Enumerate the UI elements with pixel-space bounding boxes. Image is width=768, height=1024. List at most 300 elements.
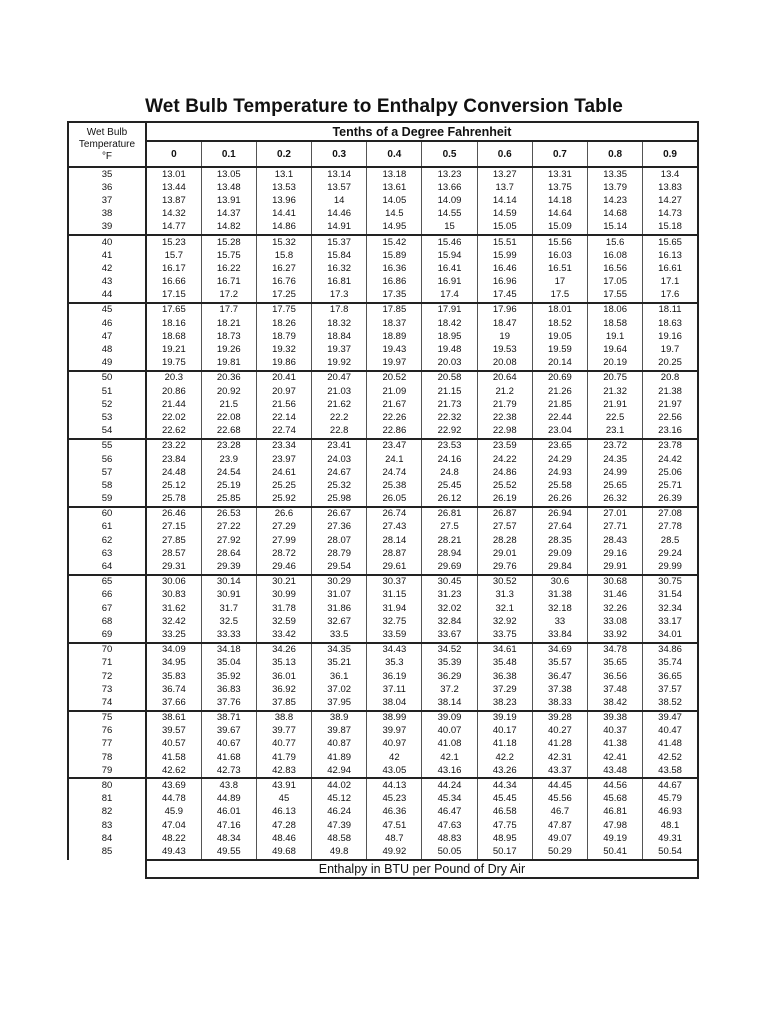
enthalpy-cell: 22.74 bbox=[256, 425, 311, 439]
enthalpy-cell: 21.56 bbox=[256, 398, 311, 411]
enthalpy-cell: 18.37 bbox=[367, 317, 422, 330]
row-group bbox=[68, 303, 698, 371]
wet-bulb-cell: 47 bbox=[68, 330, 146, 343]
enthalpy-cell: 39.47 bbox=[643, 711, 698, 725]
enthalpy-cell: 18.32 bbox=[312, 317, 367, 330]
enthalpy-cell: 45 bbox=[256, 793, 311, 806]
enthalpy-cell: 15.28 bbox=[201, 235, 256, 249]
enthalpy-cell: 27.01 bbox=[588, 507, 643, 521]
table-row bbox=[68, 778, 698, 792]
enthalpy-cell: 35.74 bbox=[643, 657, 698, 670]
enthalpy-cell: 47.98 bbox=[588, 819, 643, 832]
enthalpy-cell: 32.84 bbox=[422, 615, 477, 628]
enthalpy-cell: 26.87 bbox=[477, 507, 532, 521]
enthalpy-cell: 47.16 bbox=[201, 819, 256, 832]
enthalpy-cell: 24.16 bbox=[422, 453, 477, 466]
enthalpy-cell: 33.59 bbox=[367, 628, 422, 642]
enthalpy-cell: 24.48 bbox=[146, 466, 201, 479]
table-row bbox=[68, 725, 698, 738]
enthalpy-cell: 25.32 bbox=[312, 479, 367, 492]
enthalpy-cell: 13.23 bbox=[422, 167, 477, 181]
enthalpy-cell: 22.62 bbox=[146, 425, 201, 439]
enthalpy-cell: 14.73 bbox=[643, 208, 698, 221]
enthalpy-cell: 18.95 bbox=[422, 330, 477, 343]
enthalpy-cell: 27.85 bbox=[146, 534, 201, 547]
enthalpy-cell: 17.1 bbox=[643, 276, 698, 289]
table-row bbox=[68, 602, 698, 615]
enthalpy-cell: 39.28 bbox=[532, 711, 587, 725]
enthalpy-cell: 13.44 bbox=[146, 181, 201, 194]
enthalpy-cell: 41.08 bbox=[422, 738, 477, 751]
table-row bbox=[68, 357, 698, 371]
enthalpy-cell: 37.48 bbox=[588, 683, 643, 696]
table-row bbox=[68, 793, 698, 806]
enthalpy-cell: 20.69 bbox=[532, 371, 587, 385]
enthalpy-cell: 44.89 bbox=[201, 793, 256, 806]
enthalpy-cell: 27.57 bbox=[477, 521, 532, 534]
row-group bbox=[68, 711, 698, 779]
row-group bbox=[68, 507, 698, 575]
enthalpy-cell: 21.5 bbox=[201, 398, 256, 411]
enthalpy-cell: 33.84 bbox=[532, 628, 587, 642]
enthalpy-cell: 24.8 bbox=[422, 466, 477, 479]
enthalpy-cell: 50.41 bbox=[588, 845, 643, 859]
enthalpy-cell: 25.71 bbox=[643, 479, 698, 492]
enthalpy-cell: 16.08 bbox=[588, 249, 643, 262]
enthalpy-cell: 41.58 bbox=[146, 751, 201, 764]
enthalpy-cell: 24.22 bbox=[477, 453, 532, 466]
wet-bulb-cell: 84 bbox=[68, 832, 146, 845]
enthalpy-cell: 22.14 bbox=[256, 411, 311, 424]
enthalpy-cell: 30.45 bbox=[422, 575, 477, 589]
enthalpy-cell: 13.48 bbox=[201, 181, 256, 194]
column-header-row bbox=[68, 141, 698, 167]
enthalpy-cell: 14.14 bbox=[477, 194, 532, 207]
enthalpy-cell: 19 bbox=[477, 330, 532, 343]
wet-bulb-cell: 82 bbox=[68, 806, 146, 819]
enthalpy-cell: 31.38 bbox=[532, 589, 587, 602]
enthalpy-cell: 32.1 bbox=[477, 602, 532, 615]
enthalpy-cell: 19.26 bbox=[201, 343, 256, 356]
enthalpy-cell: 16.22 bbox=[201, 262, 256, 275]
enthalpy-cell: 36.83 bbox=[201, 683, 256, 696]
enthalpy-cell: 23.9 bbox=[201, 453, 256, 466]
enthalpy-cell: 23.28 bbox=[201, 439, 256, 453]
enthalpy-cell: 15.51 bbox=[477, 235, 532, 249]
table-row bbox=[68, 249, 698, 262]
table-row bbox=[68, 643, 698, 657]
enthalpy-cell: 20.8 bbox=[643, 371, 698, 385]
enthalpy-cell: 25.12 bbox=[146, 479, 201, 492]
table-row bbox=[68, 439, 698, 453]
enthalpy-cell: 13.01 bbox=[146, 167, 201, 181]
enthalpy-cell: 17.65 bbox=[146, 303, 201, 317]
column-header: 0 bbox=[146, 141, 201, 167]
enthalpy-cell: 23.72 bbox=[588, 439, 643, 453]
enthalpy-cell: 48.58 bbox=[312, 832, 367, 845]
enthalpy-cell: 30.37 bbox=[367, 575, 422, 589]
enthalpy-cell: 19.97 bbox=[367, 357, 422, 371]
enthalpy-cell: 14.05 bbox=[367, 194, 422, 207]
table-row bbox=[68, 751, 698, 764]
enthalpy-cell: 19.37 bbox=[312, 343, 367, 356]
enthalpy-cell: 21.91 bbox=[588, 398, 643, 411]
enthalpy-cell: 47.51 bbox=[367, 819, 422, 832]
wet-bulb-cell: 63 bbox=[68, 547, 146, 560]
enthalpy-cell: 32.5 bbox=[201, 615, 256, 628]
wet-bulb-cell: 49 bbox=[68, 357, 146, 371]
enthalpy-cell: 28.57 bbox=[146, 547, 201, 560]
wet-bulb-cell: 61 bbox=[68, 521, 146, 534]
enthalpy-cell: 14 bbox=[312, 194, 367, 207]
enthalpy-cell: 37.2 bbox=[422, 683, 477, 696]
enthalpy-cell: 29.39 bbox=[201, 560, 256, 574]
enthalpy-cell: 34.69 bbox=[532, 643, 587, 657]
table-row bbox=[68, 670, 698, 683]
enthalpy-cell: 36.56 bbox=[588, 670, 643, 683]
enthalpy-cell: 16.41 bbox=[422, 262, 477, 275]
enthalpy-cell: 35.21 bbox=[312, 657, 367, 670]
enthalpy-cell: 38.61 bbox=[146, 711, 201, 725]
table-row bbox=[68, 262, 698, 275]
enthalpy-cell: 21.73 bbox=[422, 398, 477, 411]
enthalpy-cell: 22.26 bbox=[367, 411, 422, 424]
enthalpy-cell: 25.06 bbox=[643, 466, 698, 479]
enthalpy-cell: 14.46 bbox=[312, 208, 367, 221]
enthalpy-cell: 30.6 bbox=[532, 575, 587, 589]
enthalpy-cell: 20.3 bbox=[146, 371, 201, 385]
table-row bbox=[68, 696, 698, 710]
enthalpy-cell: 20.19 bbox=[588, 357, 643, 371]
enthalpy-cell: 22.98 bbox=[477, 425, 532, 439]
wet-bulb-cell: 56 bbox=[68, 453, 146, 466]
wet-bulb-cell: 74 bbox=[68, 696, 146, 710]
enthalpy-cell: 26.39 bbox=[643, 493, 698, 507]
column-header: 0.6 bbox=[477, 141, 532, 167]
enthalpy-cell: 46.7 bbox=[532, 806, 587, 819]
enthalpy-cell: 50.29 bbox=[532, 845, 587, 859]
enthalpy-cell: 25.58 bbox=[532, 479, 587, 492]
enthalpy-cell: 24.99 bbox=[588, 466, 643, 479]
enthalpy-cell: 38.52 bbox=[643, 696, 698, 710]
enthalpy-cell: 46.58 bbox=[477, 806, 532, 819]
enthalpy-cell: 42.62 bbox=[146, 764, 201, 778]
wet-bulb-cell: 52 bbox=[68, 398, 146, 411]
enthalpy-cell: 27.78 bbox=[643, 521, 698, 534]
wet-bulb-cell: 70 bbox=[68, 643, 146, 657]
enthalpy-cell: 36.01 bbox=[256, 670, 311, 683]
enthalpy-cell: 26.74 bbox=[367, 507, 422, 521]
enthalpy-cell: 33 bbox=[532, 615, 587, 628]
enthalpy-cell: 16.86 bbox=[367, 276, 422, 289]
enthalpy-cell: 29.01 bbox=[477, 547, 532, 560]
enthalpy-cell: 36.29 bbox=[422, 670, 477, 683]
enthalpy-cell: 25.52 bbox=[477, 479, 532, 492]
column-header: 0.5 bbox=[422, 141, 477, 167]
enthalpy-cell: 38.42 bbox=[588, 696, 643, 710]
enthalpy-cell: 19.75 bbox=[146, 357, 201, 371]
row-group bbox=[68, 235, 698, 303]
enthalpy-cell: 47.04 bbox=[146, 819, 201, 832]
table-row bbox=[68, 317, 698, 330]
table-row bbox=[68, 276, 698, 289]
table-row bbox=[68, 167, 698, 181]
enthalpy-cell: 27.43 bbox=[367, 521, 422, 534]
enthalpy-cell: 43.16 bbox=[422, 764, 477, 778]
enthalpy-cell: 38.71 bbox=[201, 711, 256, 725]
table-row bbox=[68, 194, 698, 207]
enthalpy-cell: 17.3 bbox=[312, 289, 367, 303]
enthalpy-cell: 28.35 bbox=[532, 534, 587, 547]
table-row bbox=[68, 371, 698, 385]
enthalpy-cell: 37.38 bbox=[532, 683, 587, 696]
enthalpy-cell: 13.31 bbox=[532, 167, 587, 181]
wet-bulb-cell: 57 bbox=[68, 466, 146, 479]
enthalpy-cell: 42.1 bbox=[422, 751, 477, 764]
enthalpy-cell: 22.44 bbox=[532, 411, 587, 424]
enthalpy-cell: 30.99 bbox=[256, 589, 311, 602]
enthalpy-cell: 16.91 bbox=[422, 276, 477, 289]
enthalpy-cell: 31.62 bbox=[146, 602, 201, 615]
enthalpy-cell: 15.65 bbox=[643, 235, 698, 249]
enthalpy-cell: 17.55 bbox=[588, 289, 643, 303]
enthalpy-cell: 31.86 bbox=[312, 602, 367, 615]
enthalpy-cell: 25.98 bbox=[312, 493, 367, 507]
enthalpy-cell: 23.41 bbox=[312, 439, 367, 453]
enthalpy-cell: 26.94 bbox=[532, 507, 587, 521]
enthalpy-cell: 20.36 bbox=[201, 371, 256, 385]
enthalpy-cell: 17.35 bbox=[367, 289, 422, 303]
row-group bbox=[68, 778, 698, 859]
enthalpy-cell: 41.68 bbox=[201, 751, 256, 764]
table-row bbox=[68, 521, 698, 534]
enthalpy-cell: 14.27 bbox=[643, 194, 698, 207]
enthalpy-cell: 30.06 bbox=[146, 575, 201, 589]
enthalpy-cell: 42.83 bbox=[256, 764, 311, 778]
enthalpy-cell: 14.32 bbox=[146, 208, 201, 221]
enthalpy-cell: 13.1 bbox=[256, 167, 311, 181]
table-row bbox=[68, 221, 698, 235]
enthalpy-cell: 49.07 bbox=[532, 832, 587, 845]
enthalpy-cell: 22.38 bbox=[477, 411, 532, 424]
enthalpy-cell: 20.25 bbox=[643, 357, 698, 371]
enthalpy-cell: 45.79 bbox=[643, 793, 698, 806]
table-row bbox=[68, 845, 698, 859]
enthalpy-cell: 48.1 bbox=[643, 819, 698, 832]
table-row bbox=[68, 330, 698, 343]
enthalpy-cell: 19.05 bbox=[532, 330, 587, 343]
enthalpy-cell: 19.21 bbox=[146, 343, 201, 356]
enthalpy-cell: 39.87 bbox=[312, 725, 367, 738]
enthalpy-cell: 36.19 bbox=[367, 670, 422, 683]
enthalpy-cell: 18.06 bbox=[588, 303, 643, 317]
enthalpy-cell: 32.02 bbox=[422, 602, 477, 615]
enthalpy-cell: 14.37 bbox=[201, 208, 256, 221]
wet-bulb-cell: 60 bbox=[68, 507, 146, 521]
enthalpy-cell: 49.8 bbox=[312, 845, 367, 859]
enthalpy-cell: 13.53 bbox=[256, 181, 311, 194]
enthalpy-cell: 46.93 bbox=[643, 806, 698, 819]
enthalpy-cell: 46.81 bbox=[588, 806, 643, 819]
enthalpy-cell: 13.7 bbox=[477, 181, 532, 194]
enthalpy-cell: 17.5 bbox=[532, 289, 587, 303]
enthalpy-cell: 33.67 bbox=[422, 628, 477, 642]
enthalpy-cell: 36.1 bbox=[312, 670, 367, 683]
enthalpy-cell: 37.76 bbox=[201, 696, 256, 710]
enthalpy-cell: 19.32 bbox=[256, 343, 311, 356]
enthalpy-cell: 42.41 bbox=[588, 751, 643, 764]
enthalpy-cell: 14.68 bbox=[588, 208, 643, 221]
enthalpy-cell: 34.26 bbox=[256, 643, 311, 657]
enthalpy-cell: 16.51 bbox=[532, 262, 587, 275]
enthalpy-cell: 18.89 bbox=[367, 330, 422, 343]
enthalpy-cell: 25.85 bbox=[201, 493, 256, 507]
enthalpy-cell: 14.09 bbox=[422, 194, 477, 207]
enthalpy-cell: 19.1 bbox=[588, 330, 643, 343]
wet-bulb-cell: 65 bbox=[68, 575, 146, 589]
table-row bbox=[68, 738, 698, 751]
table-row bbox=[68, 819, 698, 832]
table-row bbox=[68, 628, 698, 642]
enthalpy-cell: 43.69 bbox=[146, 778, 201, 792]
enthalpy-cell: 20.92 bbox=[201, 385, 256, 398]
enthalpy-cell: 35.92 bbox=[201, 670, 256, 683]
table-row bbox=[68, 479, 698, 492]
enthalpy-cell: 32.67 bbox=[312, 615, 367, 628]
enthalpy-cell: 30.83 bbox=[146, 589, 201, 602]
enthalpy-cell: 21.85 bbox=[532, 398, 587, 411]
enthalpy-cell: 40.97 bbox=[367, 738, 422, 751]
wet-bulb-cell: 67 bbox=[68, 602, 146, 615]
enthalpy-cell: 20.86 bbox=[146, 385, 201, 398]
enthalpy-cell: 49.55 bbox=[201, 845, 256, 859]
enthalpy-cell: 22.5 bbox=[588, 411, 643, 424]
enthalpy-cell: 13.27 bbox=[477, 167, 532, 181]
enthalpy-cell: 33.5 bbox=[312, 628, 367, 642]
table-row bbox=[68, 425, 698, 439]
enthalpy-cell: 22.8 bbox=[312, 425, 367, 439]
wet-bulb-cell: 46 bbox=[68, 317, 146, 330]
enthalpy-cell: 34.18 bbox=[201, 643, 256, 657]
enthalpy-cell: 16.03 bbox=[532, 249, 587, 262]
enthalpy-cell: 32.59 bbox=[256, 615, 311, 628]
enthalpy-cell: 20.75 bbox=[588, 371, 643, 385]
enthalpy-cell: 49.19 bbox=[588, 832, 643, 845]
footer-spacer bbox=[68, 860, 146, 878]
wet-bulb-header-line: °F bbox=[101, 150, 113, 162]
enthalpy-cell: 42.2 bbox=[477, 751, 532, 764]
wet-bulb-cell: 50 bbox=[68, 371, 146, 385]
enthalpy-cell: 13.05 bbox=[201, 167, 256, 181]
table-row bbox=[68, 589, 698, 602]
wet-bulb-cell: 54 bbox=[68, 425, 146, 439]
enthalpy-cell: 17.7 bbox=[201, 303, 256, 317]
enthalpy-cell: 19.59 bbox=[532, 343, 587, 356]
enthalpy-cell: 26.67 bbox=[312, 507, 367, 521]
table-footer: Enthalpy in BTU per Pound of Dry Air bbox=[146, 860, 698, 878]
enthalpy-cell: 20.97 bbox=[256, 385, 311, 398]
enthalpy-cell: 15.75 bbox=[201, 249, 256, 262]
enthalpy-cell: 26.05 bbox=[367, 493, 422, 507]
enthalpy-cell: 13.14 bbox=[312, 167, 367, 181]
table-row bbox=[68, 657, 698, 670]
enthalpy-cell: 24.35 bbox=[588, 453, 643, 466]
enthalpy-cell: 38.8 bbox=[256, 711, 311, 725]
table-row bbox=[68, 547, 698, 560]
enthalpy-cell: 24.86 bbox=[477, 466, 532, 479]
enthalpy-cell: 32.75 bbox=[367, 615, 422, 628]
enthalpy-cell: 21.32 bbox=[588, 385, 643, 398]
enthalpy-cell: 41.38 bbox=[588, 738, 643, 751]
enthalpy-cell: 17.85 bbox=[367, 303, 422, 317]
enthalpy-cell: 38.99 bbox=[367, 711, 422, 725]
enthalpy-cell: 30.21 bbox=[256, 575, 311, 589]
wet-bulb-cell: 59 bbox=[68, 493, 146, 507]
enthalpy-cell: 33.17 bbox=[643, 615, 698, 628]
table-row bbox=[68, 534, 698, 547]
enthalpy-cell: 38.33 bbox=[532, 696, 587, 710]
enthalpy-cell: 21.44 bbox=[146, 398, 201, 411]
enthalpy-cell: 27.99 bbox=[256, 534, 311, 547]
wet-bulb-cell: 71 bbox=[68, 657, 146, 670]
row-group bbox=[68, 643, 698, 711]
wet-bulb-cell: 77 bbox=[68, 738, 146, 751]
enthalpy-cell: 20.41 bbox=[256, 371, 311, 385]
enthalpy-cell: 33.42 bbox=[256, 628, 311, 642]
enthalpy-cell: 36.47 bbox=[532, 670, 587, 683]
enthalpy-cell: 28.43 bbox=[588, 534, 643, 547]
enthalpy-cell: 34.61 bbox=[477, 643, 532, 657]
enthalpy-cell: 18.01 bbox=[532, 303, 587, 317]
enthalpy-cell: 22.92 bbox=[422, 425, 477, 439]
enthalpy-cell: 13.57 bbox=[312, 181, 367, 194]
enthalpy-table bbox=[67, 121, 699, 879]
enthalpy-cell: 44.24 bbox=[422, 778, 477, 792]
enthalpy-cell: 44.45 bbox=[532, 778, 587, 792]
enthalpy-cell: 31.7 bbox=[201, 602, 256, 615]
enthalpy-cell: 34.52 bbox=[422, 643, 477, 657]
enthalpy-cell: 15.14 bbox=[588, 221, 643, 235]
enthalpy-cell: 16.71 bbox=[201, 276, 256, 289]
enthalpy-cell: 35.65 bbox=[588, 657, 643, 670]
page-title: Wet Bulb Temperature to Enthalpy Conversion Table bbox=[145, 96, 623, 117]
enthalpy-cell: 30.75 bbox=[643, 575, 698, 589]
enthalpy-cell: 34.86 bbox=[643, 643, 698, 657]
row-group bbox=[68, 575, 698, 643]
enthalpy-cell: 42.31 bbox=[532, 751, 587, 764]
enthalpy-cell: 20.47 bbox=[312, 371, 367, 385]
wet-bulb-cell: 53 bbox=[68, 411, 146, 424]
enthalpy-cell: 31.54 bbox=[643, 589, 698, 602]
table-row bbox=[68, 507, 698, 521]
wet-bulb-cell: 41 bbox=[68, 249, 146, 262]
enthalpy-cell: 14.23 bbox=[588, 194, 643, 207]
enthalpy-cell: 31.94 bbox=[367, 602, 422, 615]
enthalpy-cell: 16.81 bbox=[312, 276, 367, 289]
table-row bbox=[68, 764, 698, 778]
enthalpy-cell: 40.67 bbox=[201, 738, 256, 751]
enthalpy-cell: 47.75 bbox=[477, 819, 532, 832]
wet-bulb-cell: 44 bbox=[68, 289, 146, 303]
enthalpy-cell: 17.8 bbox=[312, 303, 367, 317]
enthalpy-cell: 13.79 bbox=[588, 181, 643, 194]
wet-bulb-cell: 48 bbox=[68, 343, 146, 356]
enthalpy-cell: 19.86 bbox=[256, 357, 311, 371]
enthalpy-cell: 22.56 bbox=[643, 411, 698, 424]
table-row bbox=[68, 615, 698, 628]
enthalpy-cell: 17.25 bbox=[256, 289, 311, 303]
column-header: 0.1 bbox=[201, 141, 256, 167]
